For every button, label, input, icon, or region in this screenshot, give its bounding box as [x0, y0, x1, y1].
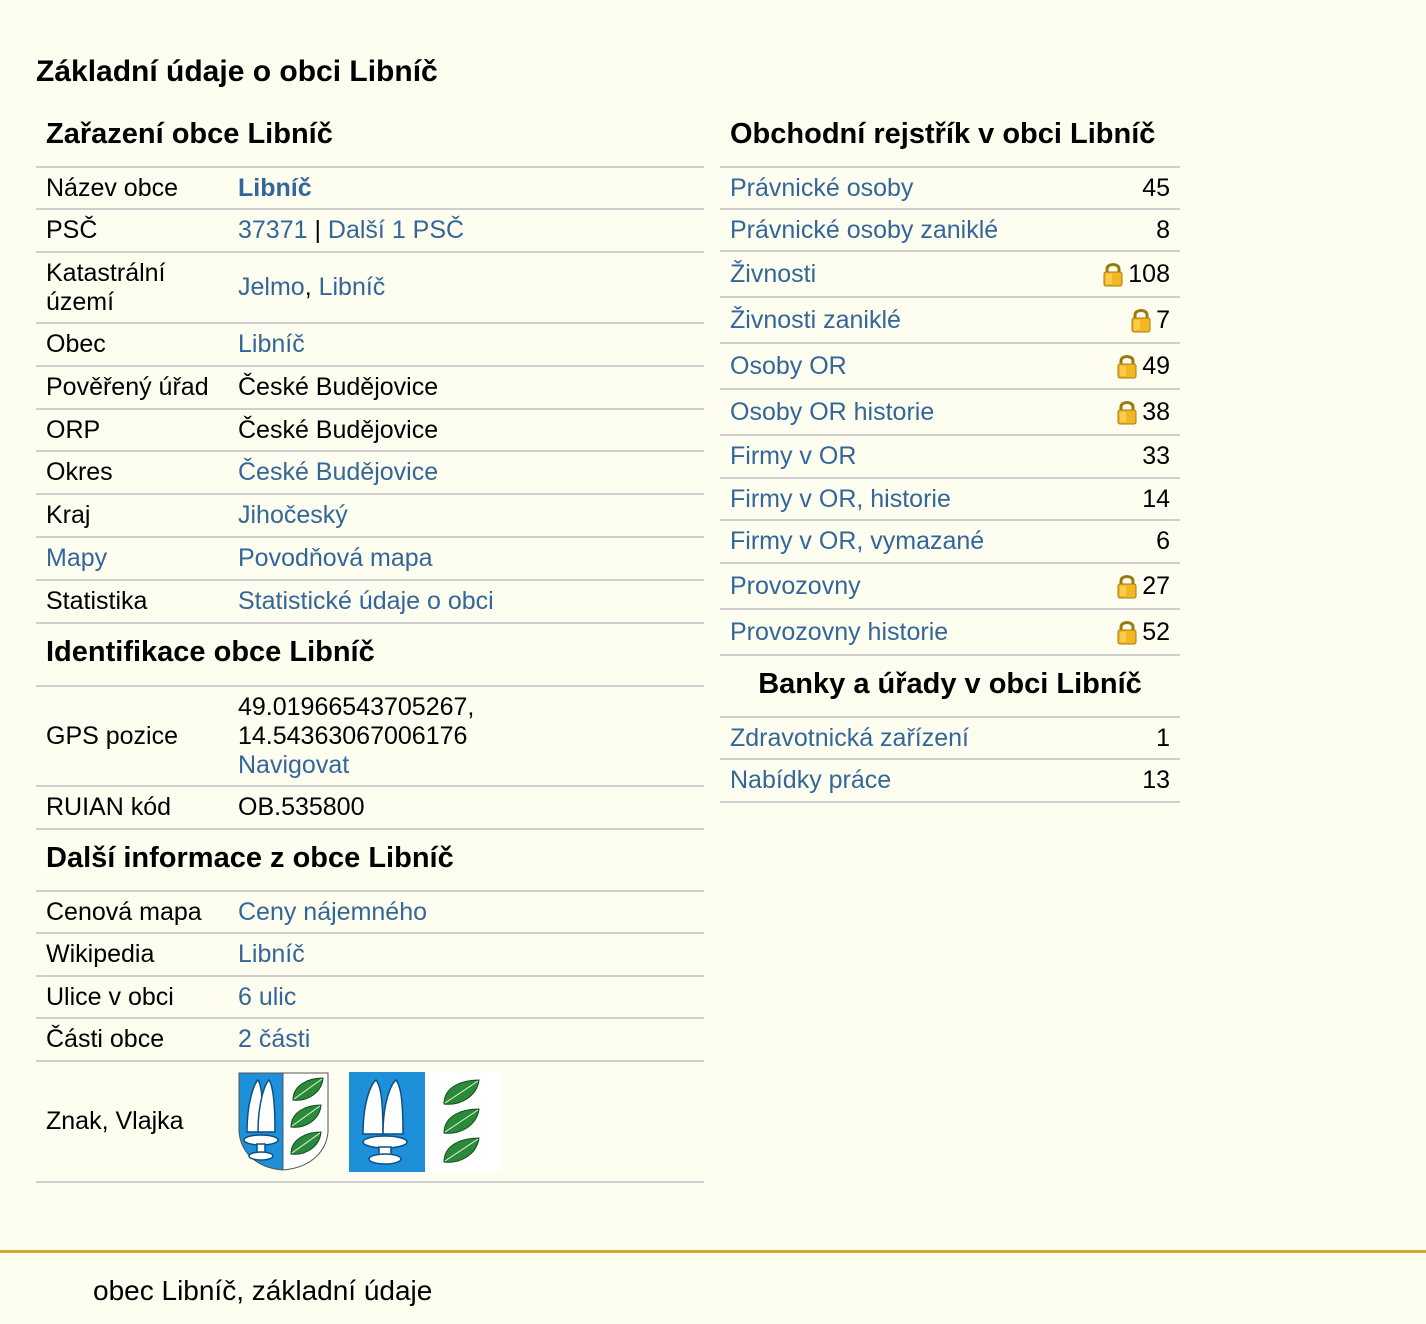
obchodni-title: Obchodní rejstřík v obci Libníč — [720, 112, 1180, 168]
banky-item-value: 13 — [1142, 766, 1170, 794]
or-row — [720, 252, 1180, 298]
gps-label: GPS pozice — [46, 721, 179, 750]
or-row — [720, 210, 1180, 252]
statistika-link[interactable]: Statistické údaje o obci — [238, 587, 494, 615]
row-ruian — [36, 787, 704, 830]
row-okres — [36, 452, 704, 495]
or-item-value: 33 — [1142, 442, 1170, 470]
or-item-link[interactable]: Živnosti — [730, 259, 817, 288]
casti-link[interactable]: 2 části — [238, 1025, 311, 1053]
row-znak-vlajka — [36, 1062, 704, 1183]
or-item-value: 6 — [1156, 527, 1170, 555]
ruian-label: RUIAN kód — [46, 793, 172, 821]
orp-label: ORP — [46, 415, 101, 444]
or-item-count — [1142, 442, 1170, 471]
gps-lon: 14.54363067006176 — [238, 721, 468, 750]
wiki-link[interactable]: Libníč — [238, 940, 305, 968]
lock-icon — [1102, 261, 1124, 287]
znak-label: Znak, Vlajka — [46, 1107, 184, 1135]
psc-label: PSČ — [46, 216, 98, 244]
nazev-link[interactable]: Libníč — [238, 173, 312, 202]
or-item-link[interactable]: Osoby OR historie — [730, 397, 935, 426]
or-item-count — [1116, 572, 1170, 601]
or-item-value: 49 — [1142, 351, 1170, 380]
page-title: Základní údaje o obci Libníč — [36, 55, 438, 88]
or-item-value: 27 — [1142, 571, 1170, 600]
or-item-link[interactable]: Firmy v OR, vymazané — [730, 527, 985, 555]
banky-title: Banky a úřady v obci Libníč — [720, 656, 1180, 718]
banky-item-link[interactable]: Nabídky práce — [730, 766, 892, 794]
kraj-label: Kraj — [46, 501, 91, 529]
or-item-value: 38 — [1142, 397, 1170, 426]
or-item-link[interactable]: Provozovny historie — [730, 617, 949, 646]
row-casti — [36, 1019, 704, 1062]
nazev-label: Název obce — [46, 173, 179, 202]
or-row — [720, 168, 1180, 210]
row-gps — [36, 687, 704, 787]
or-item-value: 108 — [1128, 259, 1170, 288]
or-item-count — [1156, 527, 1170, 556]
povodnova-mapa-link[interactable]: Povodňová mapa — [238, 544, 433, 572]
footer-text: obec Libníč, základní údaje — [93, 1275, 433, 1306]
row-psc — [36, 210, 704, 253]
lock-icon — [1116, 353, 1138, 379]
row-kraj — [36, 495, 704, 538]
row-nazev-obce — [36, 168, 704, 210]
or-item-link[interactable]: Živnosti zaniklé — [730, 305, 901, 334]
or-item-count — [1102, 260, 1170, 289]
right-column — [720, 112, 1180, 803]
banky-row — [720, 760, 1180, 803]
or-item-link[interactable]: Firmy v OR, historie — [730, 484, 951, 513]
flag-image[interactable] — [349, 1072, 501, 1172]
orp-value: České Budějovice — [238, 415, 439, 444]
or-item-value: 8 — [1156, 215, 1170, 244]
row-wikipedia — [36, 934, 704, 977]
row-povereny-urad — [36, 367, 704, 410]
or-item-count — [1116, 618, 1170, 647]
cenova-label: Cenová mapa — [46, 897, 202, 926]
banky-item-link[interactable]: Zdravotnická zařízení — [730, 723, 969, 752]
row-orp — [36, 410, 704, 452]
left-column — [36, 112, 704, 1183]
or-row — [720, 521, 1180, 564]
footer-divider — [0, 1250, 1426, 1253]
mapy-link[interactable]: Mapy — [46, 544, 108, 572]
ulice-link[interactable]: 6 ulic — [238, 982, 297, 1011]
kat-separator: , — [304, 273, 319, 301]
or-item-count — [1130, 306, 1170, 335]
row-katastralni-uzemi — [36, 253, 704, 324]
wiki-label: Wikipedia — [46, 940, 155, 968]
or-item-count — [1156, 216, 1170, 245]
row-statistika — [36, 581, 704, 624]
obchodni-list — [720, 168, 1180, 656]
or-row — [720, 344, 1180, 390]
psc-separator: | — [307, 216, 328, 244]
or-row — [720, 479, 1180, 521]
povereny-value: České Budějovice — [238, 373, 439, 401]
gps-lat: 49.01966543705267, — [238, 692, 475, 721]
or-item-count — [1142, 485, 1170, 514]
lock-icon — [1130, 307, 1152, 333]
or-item-link[interactable]: Provozovny — [730, 571, 861, 600]
identifikace-title: Identifikace obce Libníč — [36, 624, 704, 687]
dalsi-title: Další informace z obce Libníč — [36, 830, 704, 892]
lock-icon — [1116, 573, 1138, 599]
or-item-value: 7 — [1156, 305, 1170, 334]
ceny-najemneho-link[interactable]: Ceny nájemného — [238, 897, 428, 926]
okres-link[interactable]: České Budějovice — [238, 458, 439, 486]
or-item-link[interactable]: Osoby OR — [730, 351, 847, 380]
banky-row — [720, 718, 1180, 760]
obec-label: Obec — [46, 330, 106, 358]
or-item-value: 45 — [1142, 173, 1170, 202]
coat-of-arms-image[interactable] — [238, 1072, 329, 1172]
or-row — [720, 436, 1180, 479]
kat-link-libnic[interactable]: Libníč — [318, 273, 386, 301]
lock-icon — [1116, 619, 1138, 645]
okres-label: Okres — [46, 458, 113, 486]
kraj-link[interactable]: Jihočeský — [238, 501, 348, 529]
katastralni-label: Katastrální území — [46, 258, 166, 316]
row-mapy — [36, 538, 704, 581]
or-row — [720, 390, 1180, 436]
or-row — [720, 564, 1180, 610]
ruian-value: OB.535800 — [238, 793, 365, 821]
or-row — [720, 610, 1180, 656]
povereny-label: Pověřený úřad — [46, 373, 209, 401]
kat-link-jelmo[interactable]: Jelmo — [238, 273, 305, 301]
ulice-label: Ulice v obci — [46, 982, 174, 1011]
row-obec — [36, 324, 704, 367]
banky-list — [720, 718, 1180, 803]
or-item-count — [1142, 174, 1170, 203]
statistika-label: Statistika — [46, 587, 148, 615]
psc-link[interactable]: 37371 — [238, 216, 308, 244]
banky-item-value: 1 — [1156, 723, 1170, 752]
or-row — [720, 298, 1180, 344]
casti-label: Části obce — [46, 1025, 165, 1053]
or-item-count — [1116, 352, 1170, 381]
lock-icon — [1116, 399, 1138, 425]
or-item-value: 14 — [1142, 484, 1170, 513]
row-ulice — [36, 977, 704, 1019]
zarazeni-title: Zařazení obce Libníč — [36, 112, 704, 168]
or-item-link[interactable]: Právnické osoby — [730, 173, 914, 202]
or-item-count — [1116, 398, 1170, 427]
or-item-value: 52 — [1142, 617, 1170, 646]
navigovat-link[interactable]: Navigovat — [238, 750, 350, 779]
or-item-link[interactable]: Firmy v OR — [730, 442, 857, 470]
obec-link[interactable]: Libníč — [238, 330, 305, 358]
or-item-link[interactable]: Právnické osoby zaniklé — [730, 215, 999, 244]
row-cenova-mapa — [36, 892, 704, 934]
psc-more-link[interactable]: Další 1 PSČ — [327, 216, 465, 244]
